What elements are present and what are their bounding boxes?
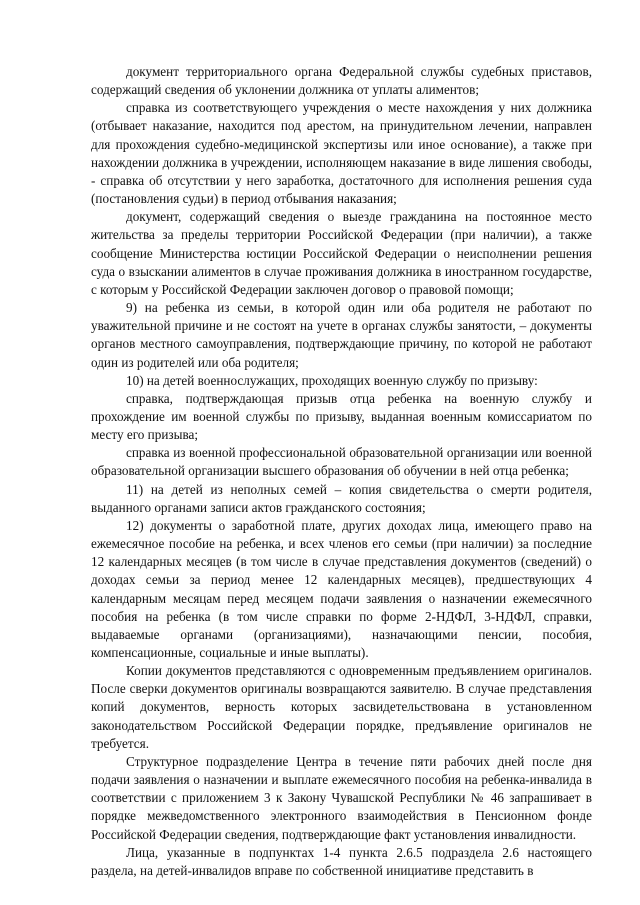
paragraph-conscription-certificate: справка, подтверждающая призыв отца ребенка на военную службу и прохождение им военной службы по призыву, выданная военным комиссариатом по месту его призыва; [91, 390, 592, 443]
paragraph-own-initiative: Лица, указанные в подпунктах 1-4 пункта 2.6.5 подраздела 2.6 настоящего раздела, на детей-инвалидов вправе по собственной инициативе представить в [91, 844, 592, 878]
paragraph-item-12: 12) документы о заработной плате, других доходах лица, имеющего право на ежемесячное пособие на ребенка, и всех членов его семьи (при наличии) за последние 12 календарных месяцев (в том числе в случае представления документов (сведений) о доходах семьи за период менее 12 календарных месяцев), предшествующих 4 календарным месяцам перед месяцем подачи заявления о назначении ежемесячного пособия на ребенка (в том числе справки по форме 2-НДФЛ, 3-НДФЛ, справки, выдаваемые органами (организациями), назначающими пенсии, пособия, компенсационные, социальные и иные выплаты). [91, 517, 592, 660]
paragraph-item-9: 9) на ребенка из семьи, в которой один или оба родителя не работают по уважительной причине и не состоят на учете в органах службы занятости, – документы органов местного самоуправления, подтверждающие причину, по которой не работают один из родителей или оба родителя; [91, 300, 592, 370]
paragraph-interagency-request: Структурное подразделение Центра в течение пяти рабочих дней после дня подачи заявления о назначении и выплате ежемесячного пособия на ребенка-инвалида в соответствии с приложением 3 к Закону Чувашской Республики № 46 запрашивает в порядке межведомственного электронного взаимодействия в Пенсионном фонде Российской Федерации сведения, подтверждающие факт установления инвалидности. [91, 753, 592, 842]
paragraph-institution-certificate: справка из соответствующего учреждения о месте нахождения у них должника (отбывает наказание, находится под арестом, на принудительном лечении, направлен для прохождения судебно-медицинской экспертизы или иное основание), а также при нахождении должника в учреждении, исполняющем наказание в виде лишения свободы, - справка об отсутствии у него заработка, достаточного для исполнения решения суда (постановления судьи) в период отбывания наказания; [91, 100, 592, 207]
paragraph-item-10: 10) на детей военнослужащих, проходящих военную службу по призыву: [126, 372, 538, 388]
paragraph-emigration-document: документ, содержащий сведения о выезде гражданина на постоянное место жительства за пределы территории Российской Федерации (при наличии), а также сообщение Министерства юстиции Российской Федерации о неисполнении решения суда о взыскании алиментов в случае проживания должника в иностранном государстве, с которым у Российской Федерации заключен договор о правовой помощи; [91, 209, 592, 297]
paragraph-item-11: 11) на детей из неполных семей – копия свидетельства о смерти родителя, выданного органами записи актов гражданского состояния; [91, 481, 592, 515]
paragraph-copies-of-documents: Копии документов представляются с одновременным предъявлением оригиналов. После сверки документов оригиналы возвращаются заявителю. В случае представления копий документов, верность которых засвидетельствована в установленном законодательством Российской Федерации порядке, предъявление оригиналов не требуется. [91, 663, 592, 751]
paragraph-military-education-certificate: справка из военной профессиональной образовательной организации или военной образовательной организации высшего образования об обучении в ней отца ребенка; [91, 445, 592, 479]
paragraph-fssp-document: документ территориального органа Федеральной службы судебных приставов, содержащий сведения об уклонении должника от уплаты алиментов; [91, 64, 592, 98]
document-page [91, 63, 592, 880]
